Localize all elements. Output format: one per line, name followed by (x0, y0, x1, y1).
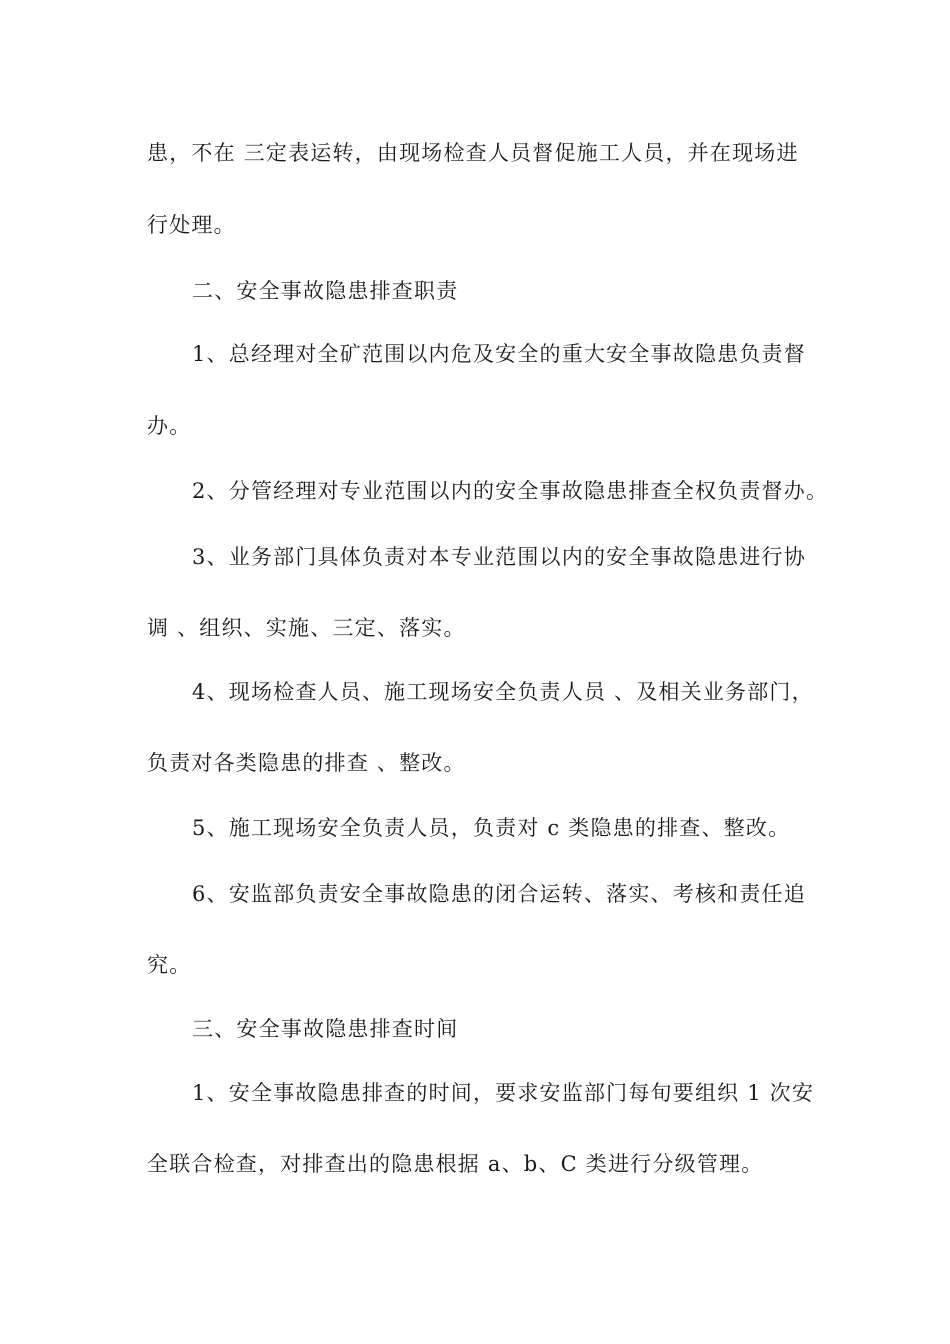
paragraph-line: 1、安全事故隐患排查的时间，要求安监部门每旬要组织 1 次安 (192, 1081, 815, 1105)
paragraph-line: 究。 (147, 953, 192, 977)
paragraph-line: 调 、组织、实施、三定、落实。 (147, 616, 466, 640)
paragraph-line: 行处理。 (147, 213, 236, 237)
paragraph-line: 全联合检查，对排查出的隐患根据 a、b、C 类进行分级管理。 (147, 1152, 764, 1176)
section-heading: 二、安全事故隐患排查职责 (192, 279, 459, 303)
section-heading: 三、安全事故隐患排查时间 (192, 1017, 459, 1041)
paragraph-line: 办。 (147, 414, 192, 438)
paragraph-line: 1、总经理对全矿范围以内危及安全的重大安全事故隐患负责督 (192, 342, 806, 366)
paragraph-line: 5、施工现场安全负责人员，负责对 c 类隐患的排查、整改。 (192, 816, 791, 840)
paragraph-line: 负责对各类隐患的排查 、整改。 (147, 751, 466, 775)
paragraph-line: 4、现场检查人员、施工现场安全负责人员 、及相关业务部门， (192, 680, 814, 704)
paragraph-line: 2、分管经理对专业范围以内的安全事故隐患排查全权负责督办。 (192, 479, 829, 503)
paragraph-line: 3、业务部门具体负责对本专业范围以内的安全事故隐患进行协 (192, 545, 806, 569)
paragraph-line: 患，不在 三定表运转，由现场检查人员督促施工人员，并在现场进 (147, 141, 799, 165)
paragraph-line: 6、安监部负责安全事故隐患的闭合运转、落实、考核和责任追 (192, 882, 806, 906)
